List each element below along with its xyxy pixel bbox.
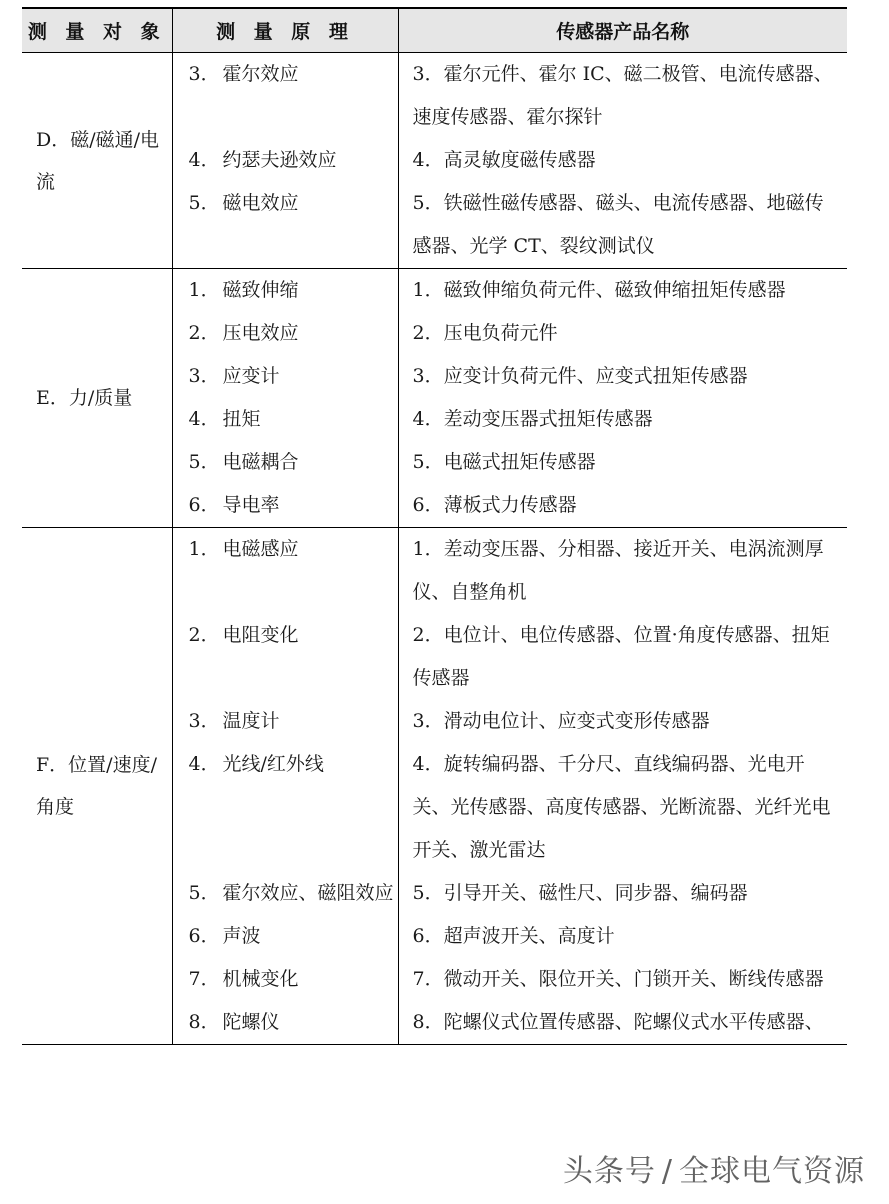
principle-text: 磁电效应: [222, 192, 299, 214]
header-product: 传感器产品名称: [398, 8, 847, 53]
principle-text: 电磁耦合: [222, 451, 299, 473]
principle-number: 3．: [188, 63, 220, 85]
principle-cell: [172, 614, 398, 700]
product-cell: 4．差动变压器式扭矩传感器: [398, 398, 847, 441]
product-cell: 2．压电负荷元件: [398, 312, 847, 355]
principle-cell: [172, 269, 398, 313]
product-cell: 8．陀螺仪式位置传感器、陀螺仪式水平传感器、: [398, 1001, 847, 1045]
principle-text: 约瑟夫逊效应: [222, 149, 337, 171]
principle-number: 1．: [188, 538, 220, 560]
principle-number: 4．: [188, 408, 220, 430]
principle-number: 5．: [188, 451, 220, 473]
principle-number: 5．: [188, 192, 220, 214]
product-cell: 3．滑动电位计、应变式变形传感器: [398, 700, 847, 743]
principle-cell: [172, 484, 398, 528]
principle-number: 2．: [188, 624, 220, 646]
principle-text: 霍尔效应、磁阻效应: [222, 882, 394, 904]
principle-cell: [172, 700, 398, 743]
principle-cell: [172, 139, 398, 182]
principle-text: 陀螺仪: [222, 1011, 280, 1033]
principle-text: 光线/红外线: [222, 753, 324, 775]
principle-cell: [172, 355, 398, 398]
header-object: 测 量 对 象: [22, 8, 172, 53]
principle-text: 磁致伸缩: [222, 279, 299, 301]
watermark-slash: /: [661, 1154, 673, 1189]
principle-cell: [172, 958, 398, 1001]
principle-text: 霍尔效应: [222, 63, 299, 85]
principle-number: 5．: [188, 882, 220, 904]
table-header: [22, 8, 847, 53]
watermark-source: 头条号: [562, 1154, 656, 1189]
principle-cell: [172, 872, 398, 915]
principle-cell: [172, 528, 398, 615]
product-cell: 3．霍尔元件、霍尔 IC、磁二极管、电流传感器、速度传感器、霍尔探针: [398, 53, 847, 140]
product-cell: 6．薄板式力传感器: [398, 484, 847, 528]
principle-text: 电阻变化: [222, 624, 299, 646]
product-cell: 2．电位计、电位传感器、位置·角度传感器、扭矩传感器: [398, 614, 847, 700]
principle-cell: [172, 53, 398, 140]
principle-text: 扭矩: [222, 408, 261, 430]
principle-number: 7．: [188, 968, 220, 990]
product-cell: 5．铁磁性磁传感器、磁头、电流传感器、地磁传感器、光学 CT、裂纹测试仪: [398, 182, 847, 269]
principle-cell: [172, 743, 398, 872]
measurement-object-cell: F．位置/速度/角度: [22, 528, 172, 1045]
principle-number: 6．: [188, 494, 220, 516]
product-cell: 1．差动变压器、分相器、接近开关、电涡流测厚仪、自整角机: [398, 528, 847, 615]
product-cell: 1．磁致伸缩负荷元件、磁致伸缩扭矩传感器: [398, 269, 847, 313]
measurement-object-cell: E．力/质量: [22, 269, 172, 528]
table-row: [22, 269, 847, 313]
product-cell: 4．高灵敏度磁传感器: [398, 139, 847, 182]
principle-cell: [172, 312, 398, 355]
table-row: [22, 528, 847, 615]
product-cell: 7．微动开关、限位开关、门锁开关、断线传感器: [398, 958, 847, 1001]
table-body: [22, 53, 847, 1045]
principle-cell: [172, 441, 398, 484]
principle-cell: [172, 915, 398, 958]
principle-cell: [172, 182, 398, 269]
header-principle: 测 量 原 理: [172, 8, 398, 53]
sensor-table: [22, 7, 847, 1045]
product-cell: 5．引导开关、磁性尺、同步器、编码器: [398, 872, 847, 915]
header-row: [22, 8, 847, 53]
table-container: [22, 7, 847, 1195]
principle-number: 8．: [188, 1011, 220, 1033]
principle-text: 电磁感应: [222, 538, 299, 560]
principle-cell: [172, 1001, 398, 1045]
principle-number: 3．: [188, 710, 220, 732]
principle-number: 6．: [188, 925, 220, 947]
product-cell: 5．电磁式扭矩传感器: [398, 441, 847, 484]
principle-number: 1．: [188, 279, 220, 301]
principle-number: 2．: [188, 322, 220, 344]
product-cell: 6．超声波开关、高度计: [398, 915, 847, 958]
principle-text: 压电效应: [222, 322, 299, 344]
watermark-account: 全球电气资源: [679, 1154, 865, 1189]
principle-text: 应变计: [222, 365, 280, 387]
principle-cell: [172, 398, 398, 441]
principle-text: 导电率: [222, 494, 280, 516]
principle-number: 4．: [188, 149, 220, 171]
principle-text: 温度计: [222, 710, 280, 732]
principle-text: 声波: [222, 925, 261, 947]
product-cell: 4．旋转编码器、千分尺、直线编码器、光电开关、光传感器、高度传感器、光断流器、光纤光电开关、激光雷达: [398, 743, 847, 872]
table-row: [22, 53, 847, 140]
product-cell: 3．应变计负荷元件、应变式扭矩传感器: [398, 355, 847, 398]
principle-text: 机械变化: [222, 968, 299, 990]
measurement-object-cell: D．磁/磁通/电流: [22, 53, 172, 269]
principle-number: 4．: [188, 753, 220, 775]
principle-number: 3．: [188, 365, 220, 387]
